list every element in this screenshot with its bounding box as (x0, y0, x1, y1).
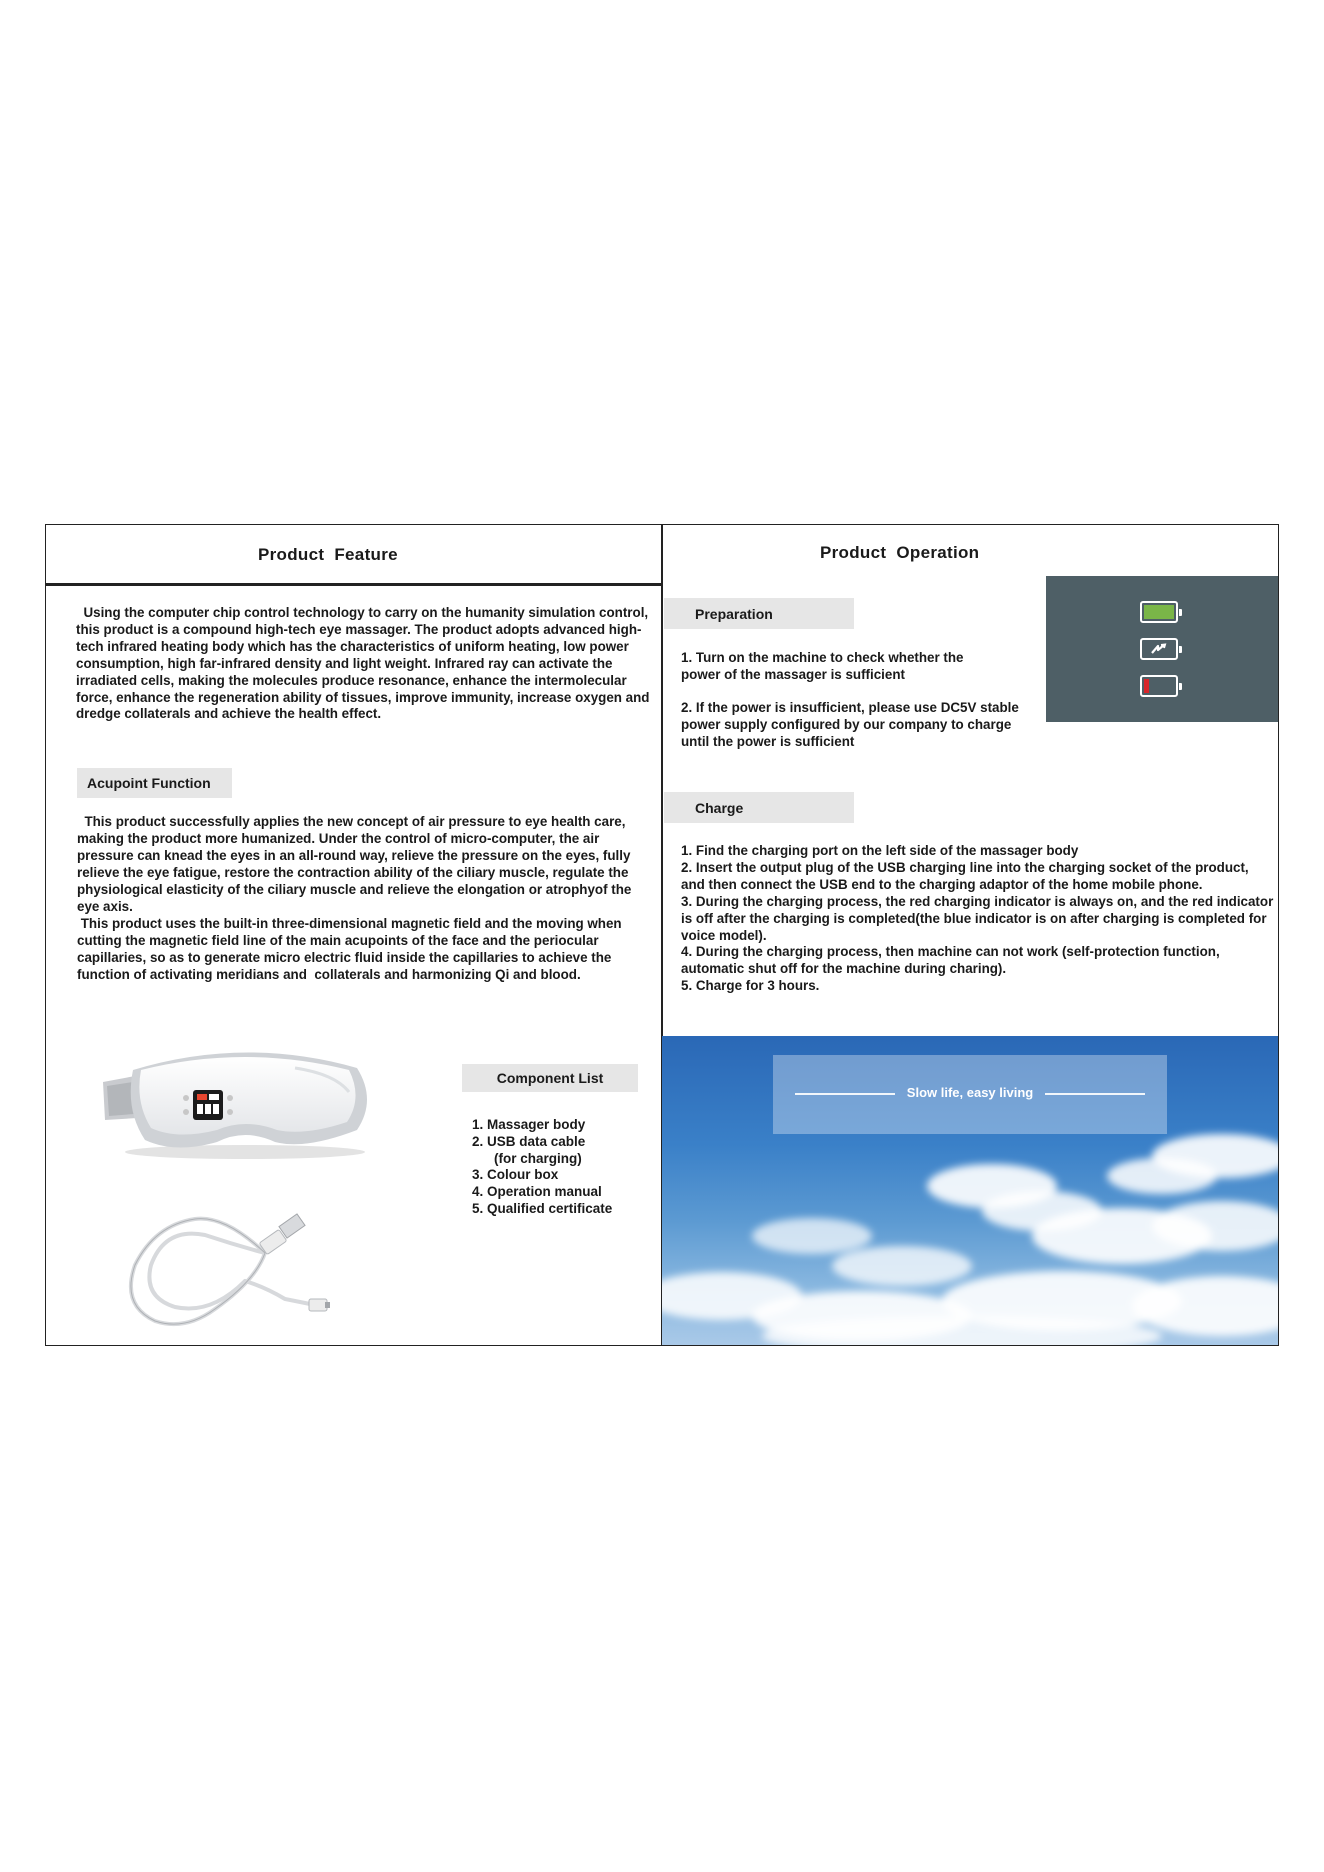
right-page-title: Product Operation (820, 543, 980, 562)
eye-massager-image (95, 1040, 375, 1160)
list-item: 1. Find the charging port on the left side of the massager body (681, 843, 1079, 858)
slogan-text: Slow life, easy living (906, 1085, 1034, 1100)
title-underline (45, 583, 662, 586)
acupoint-paragraph-2: This product uses the built-in three-dimensional magnetic field and the moving when cutting the magnetic field line of the main acupoints of the face and the periocular capillaries, so as to generate micro electric fluid inside the capillaries to achieve the function of activating meridians and collaterals and harmonizing Qi and blood. (77, 916, 626, 982)
acupoint-paragraph-1: This product successfully applies the new concept of air pressure to eye health care, making the product more humanized. Under the control of micro-computer, the air pressure can knead the eyes in an all-round way, relieve the pressure on the eyes, fully relieve the eye fatigue, restore the contraction ability of the ciliary muscle, regulate the physiological elasticity of the ciliary muscle and relieve the elongation or atrophyof the eye axis. (77, 814, 636, 914)
list-item: 2. USB data cable (472, 1133, 586, 1149)
preparation-step-1: 1. Turn on the machine to check whether the power of the massager is sufficient (681, 650, 964, 682)
list-item: (for charging) (494, 1150, 582, 1166)
component-list (472, 1117, 652, 1218)
list-item: 3. Colour box (472, 1167, 559, 1183)
left-page-title: Product Feature (258, 545, 398, 564)
usb-cable-image (115, 1205, 330, 1335)
battery-full-icon (1140, 601, 1178, 623)
list-item: 5. Charge for 3 hours. (681, 978, 820, 994)
battery-low-icon (1140, 675, 1178, 697)
preparation-step-2: 2. If the power is insufficient, please use DC5V stable power supply configured by our company to charge until the power is sufficient (681, 700, 1019, 749)
component-list-label: Component List (462, 1064, 638, 1092)
acupoint-function-label: Acupoint Function (77, 768, 232, 798)
list-item: 5. Qualified certificate (472, 1200, 613, 1216)
list-item: 1. Massager body (472, 1117, 586, 1132)
list-item: 3. During the charging process, the red charging indicator is always on, and the red indicator is off after the charging is completed(the blue indicator is on after charging is completed for voice model). (681, 893, 1274, 943)
product-feature-intro: Using the computer chip control technology to carry on the humanity simulation control, this product is a compound high-tech eye massager. The product adopts advanced high-tech infrared heating body which has the characteristics of uniform heating, low power consumption, high far-infrared density and light weight. Infrared ray can activate the irradiated cells, making the molecules produce resonance, enhance the intermolecular force, enhance the regeneration ability of tissues, improve immunity, increase oxygen and dredge collaterals and achieve the health effect. (76, 605, 654, 722)
battery-status-panel (1046, 576, 1278, 722)
slogan-banner (773, 1055, 1167, 1134)
battery-charging-icon (1140, 638, 1178, 660)
charge-label: Charge (664, 792, 854, 823)
list-item: 4. Operation manual (472, 1184, 602, 1200)
sky-clouds-image (662, 1036, 1278, 1345)
slogan-line-right (1045, 1093, 1145, 1095)
charge-steps (681, 843, 1276, 995)
list-item: 2. Insert the output plug of the USB charging line into the charging socket of the product, and then connect the USB end to the charging adaptor of the home mobile phone. (681, 859, 1249, 892)
preparation-label: Preparation (664, 598, 854, 629)
list-item: 4. During the charging process, then machine can not work (self-protection function, automatic shut off for the machine during charing). (681, 944, 1220, 977)
